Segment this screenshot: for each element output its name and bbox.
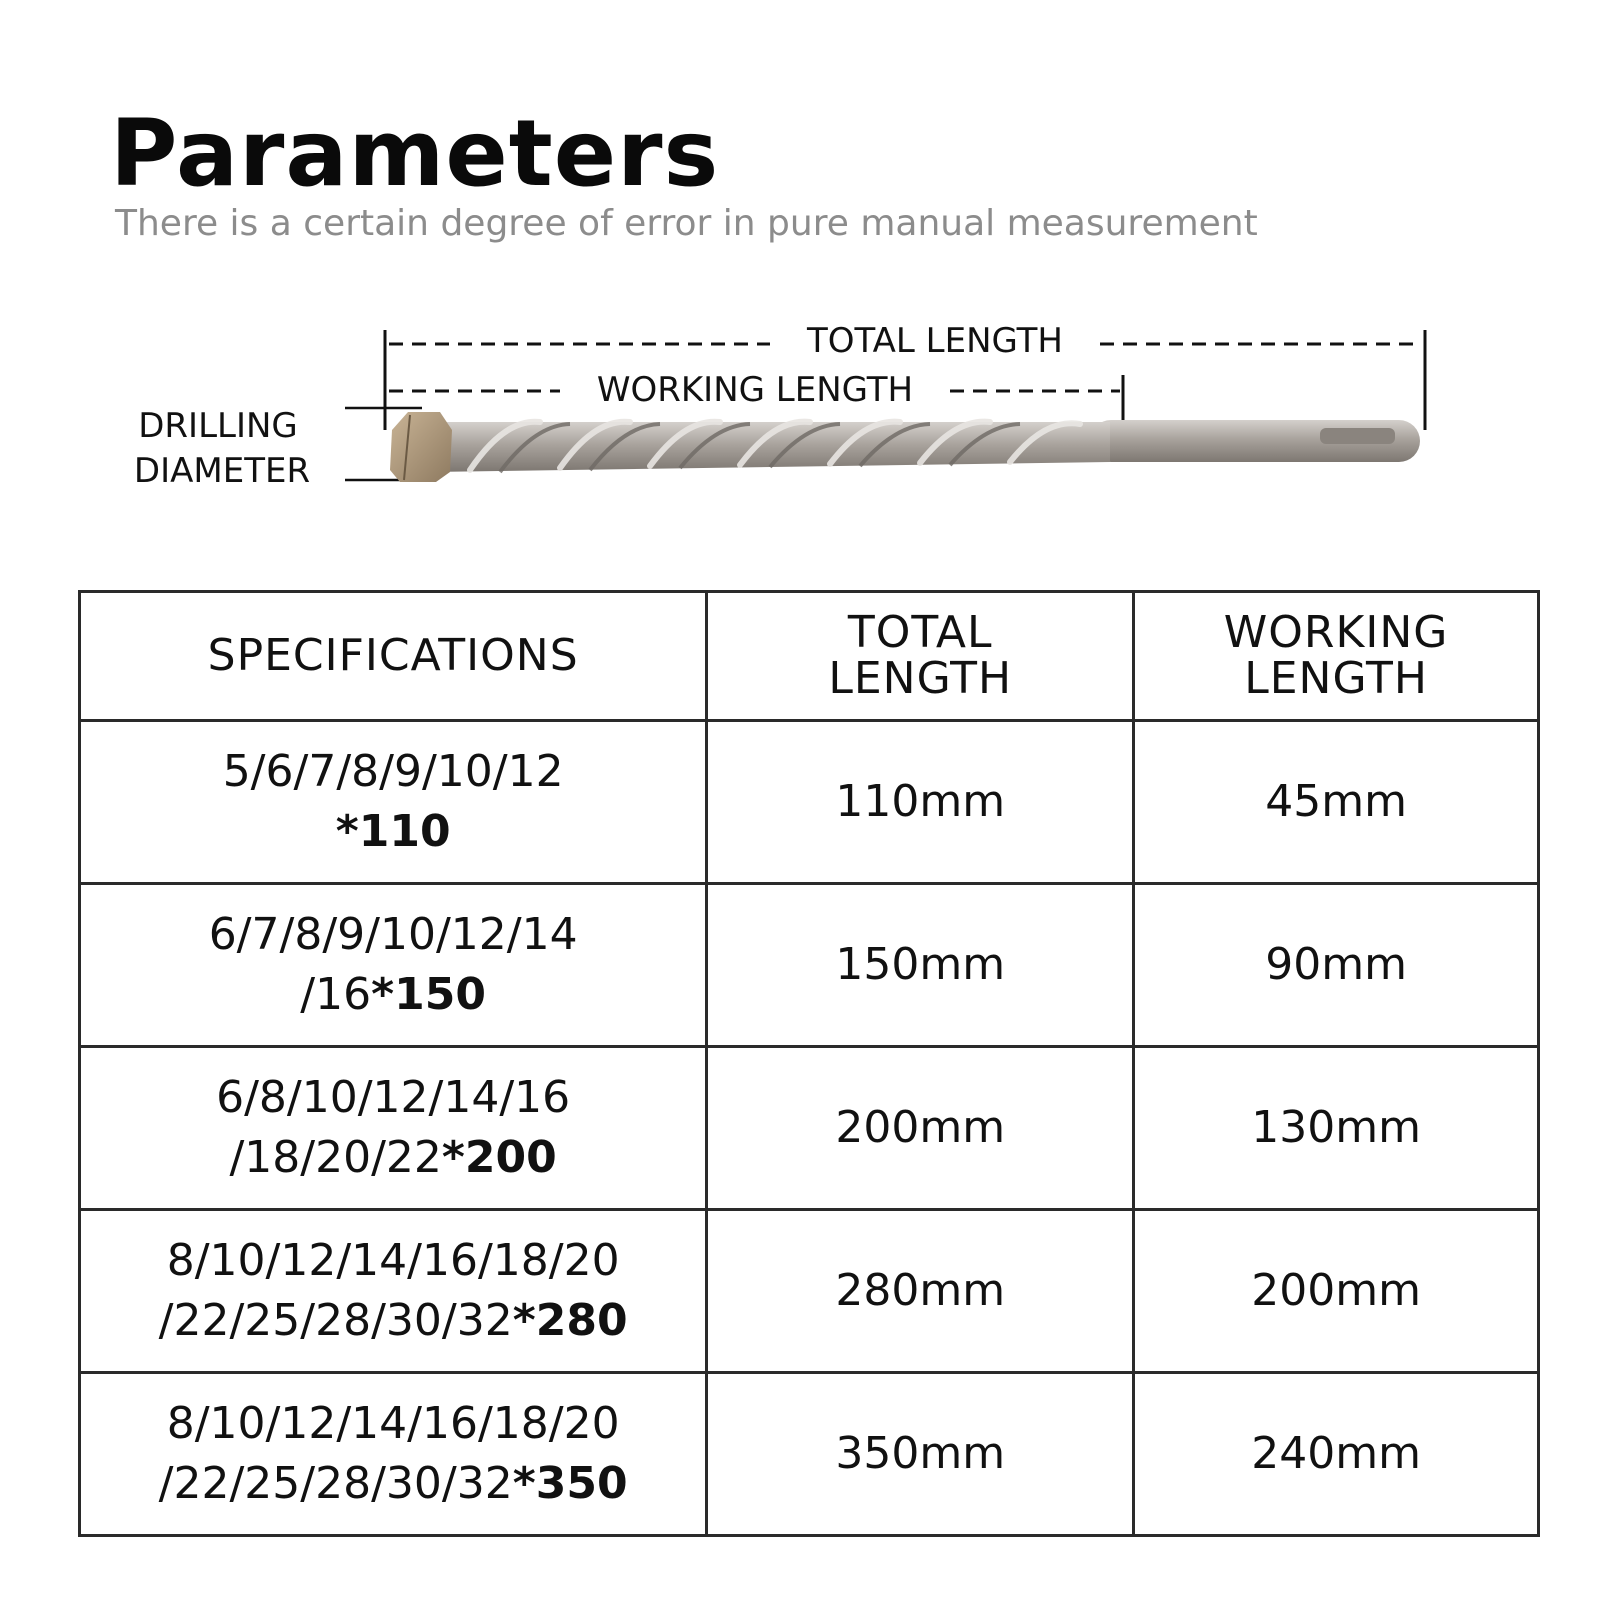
drilling-diameter-label-line2: DIAMETER	[133, 451, 311, 491]
total-length-cell: 110mm	[707, 721, 1134, 884]
spec-sizes: 8/10/12/14/16/18/20	[166, 1235, 620, 1286]
spec-cell	[80, 1047, 707, 1210]
total-length-cell: 350mm	[707, 1373, 1134, 1536]
header-total-line1: TOTAL	[847, 607, 993, 658]
table-row	[80, 1210, 1539, 1373]
page-subtitle: There is a certain degree of error in pure manual measurement	[115, 203, 1258, 244]
total-length-cell: 280mm	[707, 1210, 1134, 1373]
spec-length: *200	[441, 1132, 557, 1183]
working-length-cell: 240mm	[1134, 1373, 1539, 1536]
spec-length: *350	[512, 1458, 628, 1509]
table-row	[80, 884, 1539, 1047]
header-total-line2: LENGTH	[828, 653, 1013, 704]
spec-cell	[80, 1373, 707, 1536]
spec-sizes: 8/10/12/14/16/18/20	[166, 1398, 620, 1449]
spec-sizes: 6/8/10/12/14/16	[216, 1072, 571, 1123]
page-title: Parameters	[110, 100, 720, 207]
header-working-line2: LENGTH	[1244, 653, 1428, 704]
total-length-cell: 150mm	[707, 884, 1134, 1047]
spec-length: *110	[335, 806, 451, 857]
spec-sizes-cont: /22/25/28/30/32	[158, 1458, 513, 1509]
header-working-length	[1134, 592, 1539, 721]
total-length-cell: 200mm	[707, 1047, 1134, 1210]
spec-cell	[80, 1210, 707, 1373]
specifications-table	[78, 590, 1540, 1537]
drill-bit-diagram	[0, 300, 1600, 540]
header-specifications	[80, 592, 707, 721]
drilling-diameter-marker	[134, 406, 422, 491]
working-length-cell: 200mm	[1134, 1210, 1539, 1373]
table-row	[80, 1373, 1539, 1536]
table-row	[80, 1047, 1539, 1210]
spec-length: *280	[512, 1295, 628, 1346]
spec-sizes-cont: /18/20/22	[229, 1132, 442, 1183]
drill-bit-image	[390, 412, 1420, 482]
total-length-label: TOTAL LENGTH	[807, 321, 1063, 361]
spec-sizes: 5/6/7/8/9/10/12	[222, 746, 564, 797]
spec-cell	[80, 721, 707, 884]
header-working-line1: WORKING	[1223, 607, 1449, 658]
working-length-label: WORKING LENGTH	[596, 370, 914, 410]
header-total-length	[707, 592, 1134, 721]
table-header-row	[80, 592, 1539, 721]
spec-sizes: 6/7/8/9/10/12/14	[208, 909, 578, 960]
table-row	[80, 721, 1539, 884]
spec-length: *150	[371, 969, 486, 1020]
working-length-cell: 90mm	[1134, 884, 1539, 1047]
working-length-cell: 45mm	[1134, 721, 1539, 884]
spec-sizes-cont: /16	[300, 969, 372, 1020]
spec-sizes-cont: /22/25/28/30/32	[158, 1295, 513, 1346]
header-specifications-label: SPECIFICATIONS	[207, 630, 579, 681]
working-length-cell: 130mm	[1134, 1047, 1539, 1210]
drilling-diameter-label-line1: DRILLING	[138, 406, 298, 446]
spec-cell	[80, 884, 707, 1047]
